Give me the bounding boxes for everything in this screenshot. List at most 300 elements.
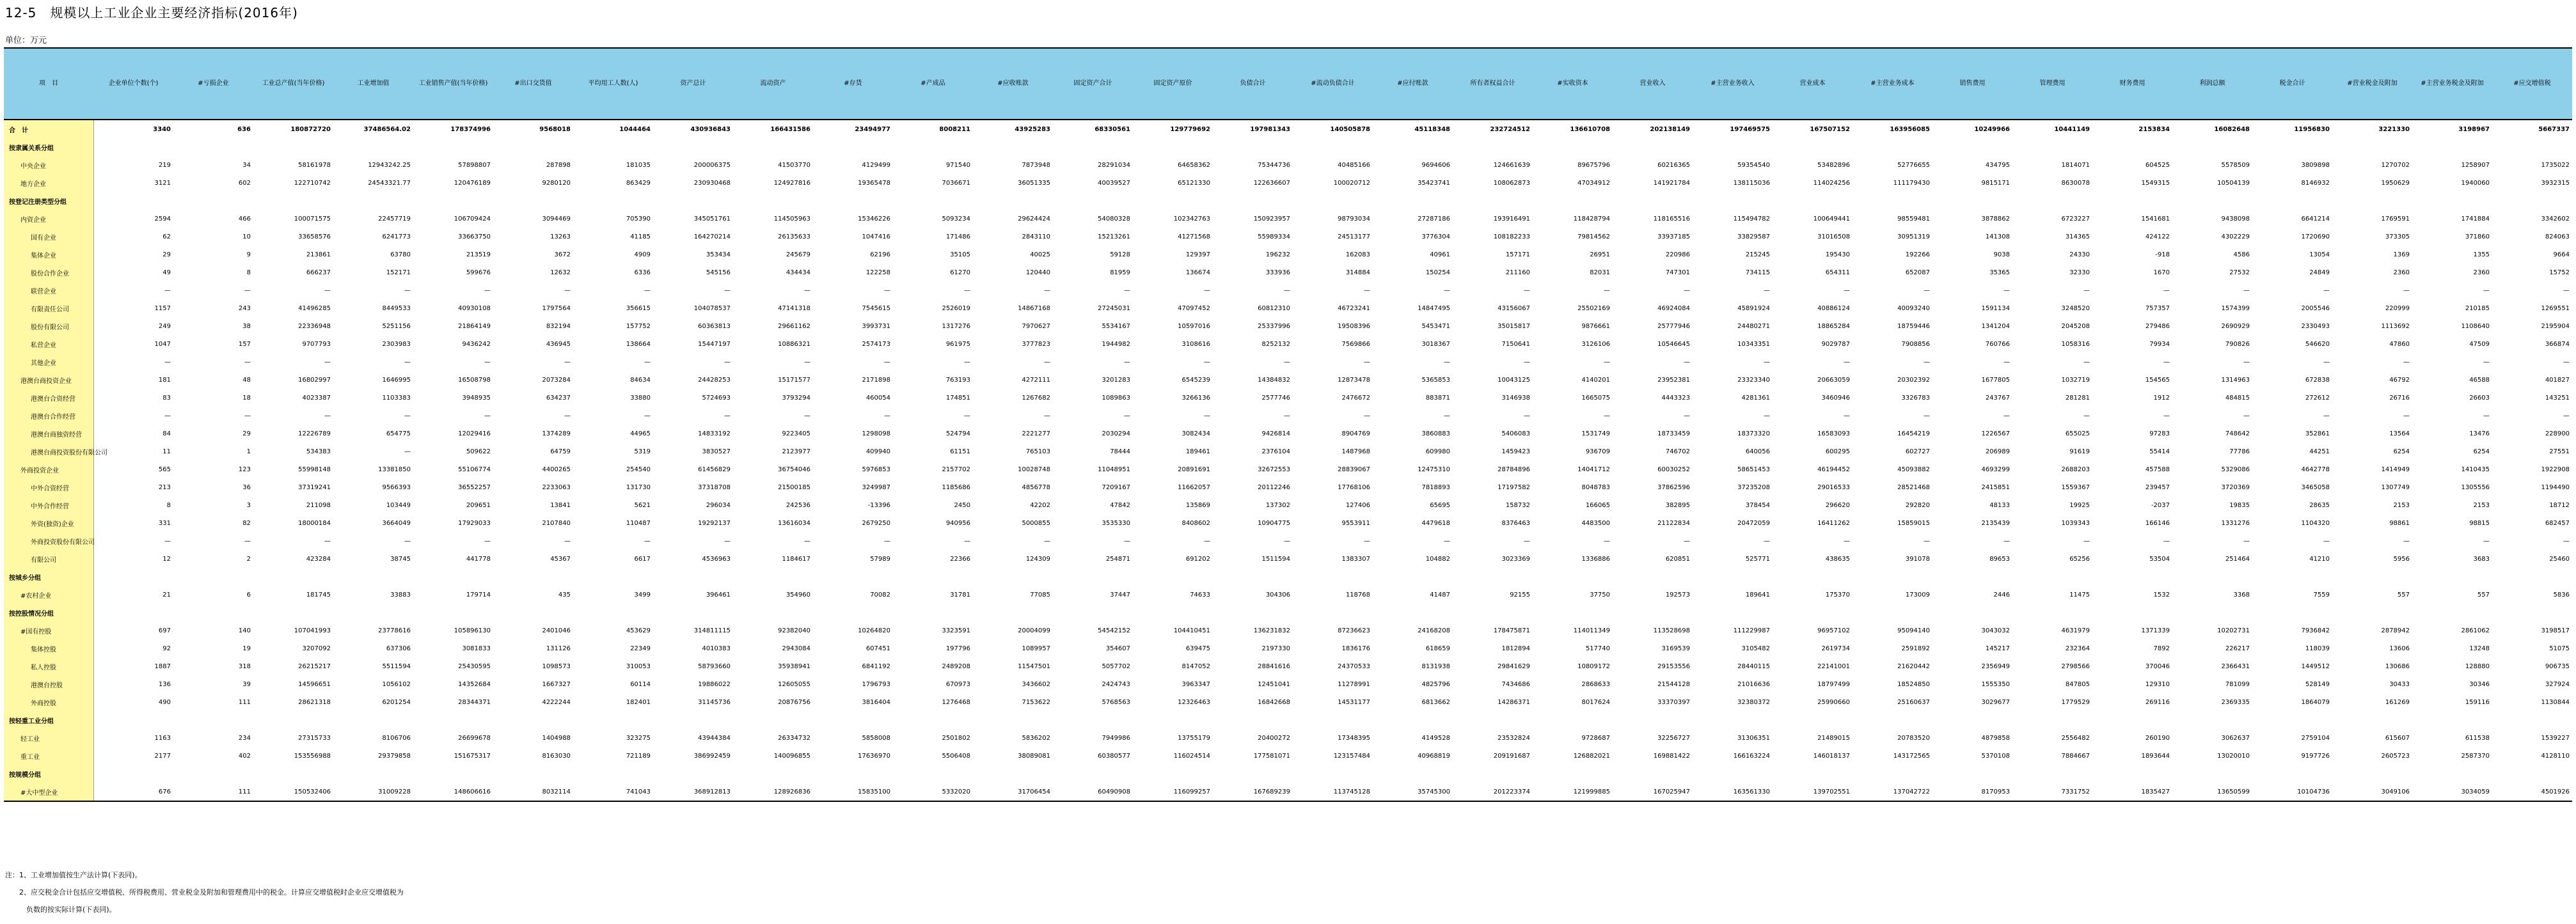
table-cell xyxy=(2092,192,2172,210)
table-cell: 670973 xyxy=(945,680,970,688)
table-cell xyxy=(253,711,333,729)
table-cell: 20400272 xyxy=(1258,734,1290,742)
table-cell: 441778 xyxy=(466,555,491,563)
table-cell: 13755179 xyxy=(1178,734,1210,742)
table-cell: 136674 xyxy=(1185,269,1210,276)
table-cell: 1836176 xyxy=(1341,645,1370,652)
table-cell: 91619 xyxy=(2069,448,2090,455)
table-cell: 378454 xyxy=(1745,501,1770,509)
table-cell xyxy=(1533,711,1613,729)
table-cell: 20302392 xyxy=(1897,376,1930,384)
table-cell: 1163 xyxy=(154,734,171,742)
table-cell: 209651 xyxy=(466,501,491,509)
table-cell: 1410435 xyxy=(2461,466,2490,473)
table-cell: — xyxy=(1604,286,1610,294)
table-cell: 847805 xyxy=(2065,680,2090,688)
table-cell: 29153556 xyxy=(1657,662,1690,670)
row-label: 按城乡分组 xyxy=(4,568,93,586)
column-header: 固定资产原价 xyxy=(1133,48,1213,120)
table-cell xyxy=(333,138,413,156)
table-cell: 123 xyxy=(238,466,251,473)
table-cell: 16842668 xyxy=(1258,698,1290,706)
table-cell: 211098 xyxy=(306,501,331,509)
table-cell: 26215217 xyxy=(298,662,331,670)
table-cell: 139702551 xyxy=(1773,783,1853,801)
table-cell: — xyxy=(2003,412,2010,419)
table-cell: 25337996 xyxy=(1258,322,1290,330)
table-cell: 2030294 xyxy=(1102,430,1130,437)
table-cell xyxy=(893,568,973,586)
table-cell: 3932315 xyxy=(2541,179,2570,187)
table-cell: 30346 xyxy=(2469,680,2490,688)
table-cell: — xyxy=(2483,358,2490,366)
table-cell: 7884667 xyxy=(2061,752,2090,760)
table-cell: — xyxy=(2323,286,2330,294)
table-cell xyxy=(893,138,973,156)
table-cell: — xyxy=(1524,358,1530,366)
row-label: 重工业 xyxy=(4,747,93,765)
table-cell: 517740 xyxy=(1585,645,1610,652)
table-cell: — xyxy=(1524,286,1530,294)
table-cell: 254540 xyxy=(626,466,651,473)
table-cell: 215245 xyxy=(1745,251,1770,258)
table-cell: 10904775 xyxy=(1258,519,1290,527)
table-cell: 16411262 xyxy=(1817,519,1850,527)
table-cell: 36754046 xyxy=(778,466,810,473)
table-cell: 31016508 xyxy=(1817,233,1850,240)
table-cell: 528149 xyxy=(2305,680,2330,688)
table-cell: 3121 xyxy=(154,179,171,187)
table-cell: 43944384 xyxy=(698,734,731,742)
table-cell: 863429 xyxy=(626,179,651,187)
row-label: 有限公司 xyxy=(4,550,93,568)
table-cell: 9664 xyxy=(2553,251,2570,258)
table-cell: 279486 xyxy=(2145,322,2170,330)
table-cell: 2679250 xyxy=(862,519,890,527)
table-cell: 27551 xyxy=(2549,448,2570,455)
table-cell: 2376104 xyxy=(1261,448,1290,455)
table-cell: 25502169 xyxy=(1577,304,1610,312)
table-cell: 82031 xyxy=(1590,269,1610,276)
table-cell: 20004099 xyxy=(1018,627,1050,634)
table-cell: 47141318 xyxy=(778,304,810,312)
table-cell xyxy=(973,192,1053,210)
table-cell: 34 xyxy=(242,161,251,169)
table-cell xyxy=(573,568,653,586)
table-cell: 10809172 xyxy=(1577,662,1610,670)
table-cell: 189641 xyxy=(1745,591,1770,599)
table-cell: 159116 xyxy=(2465,698,2490,706)
table-cell: 655025 xyxy=(2065,430,2090,437)
table-cell: 24330 xyxy=(2069,251,2090,258)
table-cell: 140505878 xyxy=(1330,125,1370,133)
table-cell: 2574173 xyxy=(862,340,890,348)
table-cell: — xyxy=(1364,537,1370,545)
table-cell: 98861 xyxy=(2389,519,2410,527)
table-cell xyxy=(333,568,413,586)
table-cell: — xyxy=(1604,537,1610,545)
table-cell: — xyxy=(2483,286,2490,294)
table-cell: 123157484 xyxy=(1333,752,1370,760)
table-cell: — xyxy=(724,537,731,545)
table-cell: 2861062 xyxy=(2461,627,2490,634)
table-cell: 9 xyxy=(246,251,251,258)
table-cell: 63780 xyxy=(390,251,411,258)
table-cell: 10504139 xyxy=(2217,179,2250,187)
table-row xyxy=(4,460,2572,478)
table-cell: 21 xyxy=(162,591,171,599)
table-cell: 131126 xyxy=(546,645,571,652)
table-cell: — xyxy=(1924,412,1930,419)
table-cell: 7331752 xyxy=(2012,783,2092,801)
table-cell: — xyxy=(2563,286,2570,294)
table-cell: 137042722 xyxy=(1853,783,1932,801)
table-cell: 103449 xyxy=(386,501,411,509)
row-label: 外商控股 xyxy=(4,693,93,711)
table-cell: — xyxy=(2163,412,2170,419)
table-cell: 197981343 xyxy=(1250,125,1290,133)
table-cell: 3249987 xyxy=(862,483,890,491)
table-cell: 61151 xyxy=(950,448,970,455)
table-cell: 40886124 xyxy=(1817,304,1850,312)
row-label: 按隶属关系分组 xyxy=(4,138,93,156)
table-cell: 31781 xyxy=(950,591,970,599)
table-cell: 209191687 xyxy=(1493,752,1530,760)
table-cell: 124661639 xyxy=(1493,161,1530,169)
table-cell: 114011349 xyxy=(1573,627,1610,634)
table-cell: 1531749 xyxy=(1581,430,1610,437)
table-cell: 9038 xyxy=(1993,251,2010,258)
table-cell: 196232 xyxy=(1265,251,1290,258)
table-cell: 84634 xyxy=(630,376,651,384)
table-cell: — xyxy=(644,358,651,366)
table-cell: 64658362 xyxy=(1178,161,1210,169)
table-cell: 602727 xyxy=(1905,448,1930,455)
table-cell: 14286371 xyxy=(1497,698,1530,706)
table-cell: 6336 xyxy=(634,269,651,276)
table-cell: — xyxy=(1284,412,1290,419)
table-row xyxy=(4,747,2572,765)
table-cell: 27315733 xyxy=(298,734,331,742)
table-cell: 1912 xyxy=(2153,394,2170,402)
table-cell: 138664 xyxy=(626,340,651,348)
table-cell: 3860883 xyxy=(1421,430,1450,437)
table-cell: 136 xyxy=(158,680,171,688)
table-cell: 121999885 xyxy=(1533,783,1613,801)
table-cell: 61270 xyxy=(950,269,970,276)
table-cell: 24370533 xyxy=(1338,662,1370,670)
table-cell: — xyxy=(1684,358,1690,366)
table-cell: 20472059 xyxy=(1737,519,1770,527)
table-cell: 1769591 xyxy=(2381,215,2410,223)
row-label: 联营企业 xyxy=(4,281,93,299)
table-cell: 602 xyxy=(238,179,251,187)
table-cell: — xyxy=(1044,537,1050,545)
table-cell: 35745300 xyxy=(1373,783,1453,801)
table-cell: 75344736 xyxy=(1258,161,1290,169)
table-cell: 220986 xyxy=(1665,251,1690,258)
table-cell: 1058316 xyxy=(2061,340,2090,348)
table-row xyxy=(4,389,2572,407)
table-cell: 1267682 xyxy=(1022,394,1050,402)
table-cell: 781099 xyxy=(2225,680,2250,688)
table-row xyxy=(4,317,2572,335)
table-cell: 48 xyxy=(242,376,251,384)
table-cell: 1371339 xyxy=(2141,627,2170,634)
table-cell: 14847495 xyxy=(1418,304,1450,312)
table-cell: 2303983 xyxy=(382,340,411,348)
table-cell xyxy=(813,604,893,622)
table-cell: 59128 xyxy=(1110,251,1130,258)
table-cell: — xyxy=(2483,412,2490,419)
table-cell: 12029416 xyxy=(458,430,491,437)
table-cell xyxy=(2172,192,2252,210)
table-cell: 55989334 xyxy=(1258,233,1290,240)
table-cell: 111 xyxy=(238,698,251,706)
table-cell xyxy=(1932,711,2012,729)
table-cell: 4693299 xyxy=(1981,466,2010,473)
table-cell: 136610708 xyxy=(1570,125,1610,133)
table-cell: 370046 xyxy=(2145,662,2170,670)
table-cell: 1130844 xyxy=(2541,698,2570,706)
table-cell: — xyxy=(1204,537,1210,545)
table-cell: 1056102 xyxy=(382,680,411,688)
table-cell: 81959 xyxy=(1110,269,1130,276)
table-cell: 84 xyxy=(162,430,171,437)
table-cell: 1814071 xyxy=(2061,161,2090,169)
table-cell: — xyxy=(564,412,571,419)
column-header: 营业成本 xyxy=(1773,48,1853,120)
table-cell xyxy=(1453,568,1533,586)
table-cell xyxy=(93,604,173,622)
table-cell xyxy=(2492,604,2572,622)
table-cell: 314811115 xyxy=(693,627,731,634)
table-cell: 883871 xyxy=(1425,394,1450,402)
table-cell xyxy=(1453,765,1533,783)
table-cell: 9876661 xyxy=(1581,322,1610,330)
table-cell: 157 xyxy=(238,340,251,348)
table-cell: — xyxy=(1524,412,1530,419)
table-cell: — xyxy=(804,537,810,545)
table-cell: — xyxy=(244,286,251,294)
table-header xyxy=(4,48,2572,120)
table-cell: 129779692 xyxy=(1170,125,1210,133)
table-cell: — xyxy=(404,358,411,366)
table-cell: 2476672 xyxy=(1341,394,1370,402)
table-cell: 15213261 xyxy=(1098,233,1130,240)
table-cell: 40485166 xyxy=(1338,161,1370,169)
table-cell: 195430 xyxy=(1825,251,1850,258)
table-cell xyxy=(1053,711,1133,729)
table-cell: 373305 xyxy=(2385,233,2410,240)
indicator-table xyxy=(4,47,2572,802)
table-cell: — xyxy=(2243,537,2250,545)
table-cell: 466 xyxy=(238,215,251,223)
table-cell xyxy=(253,568,333,586)
table-cell: — xyxy=(324,358,331,366)
table-cell: 114024256 xyxy=(1813,179,1850,187)
table-cell xyxy=(2332,604,2412,622)
table-cell: 8170953 xyxy=(1932,783,2012,801)
table-cell: 327924 xyxy=(2545,680,2570,688)
table-cell xyxy=(2252,192,2332,210)
table-cell: 126882021 xyxy=(1573,752,1610,760)
table-cell: 150254 xyxy=(1425,269,1450,276)
table-cell: 545156 xyxy=(706,269,731,276)
table-cell: 52776655 xyxy=(1897,161,1930,169)
table-cell: 46924084 xyxy=(1657,304,1690,312)
table-cell: 3034059 xyxy=(2412,783,2492,801)
table-cell: — xyxy=(164,286,171,294)
table-cell: 5976853 xyxy=(862,466,890,473)
table-body xyxy=(4,120,2572,801)
table-cell: 7970627 xyxy=(1022,322,1050,330)
table-cell: 35423741 xyxy=(1418,179,1450,187)
table-row xyxy=(4,407,2572,425)
row-label: 其他企业 xyxy=(4,353,93,371)
table-cell: — xyxy=(1364,286,1370,294)
table-cell: 20891691 xyxy=(1178,466,1210,473)
table-cell xyxy=(2332,765,2412,783)
table-cell xyxy=(1533,568,1613,586)
table-cell: 371860 xyxy=(2465,233,2490,240)
row-label: 股份合作企业 xyxy=(4,263,93,281)
table-cell: 2798566 xyxy=(2061,662,2090,670)
table-cell xyxy=(973,568,1053,586)
table-cell: — xyxy=(1124,286,1130,294)
table-cell: 7559 xyxy=(2313,591,2330,599)
table-cell: 1314963 xyxy=(2221,376,2250,384)
table-cell: 3672 xyxy=(554,251,571,258)
table-cell xyxy=(1213,192,1293,210)
row-label: 港澳台控股 xyxy=(4,675,93,693)
table-cell: 1950629 xyxy=(2381,179,2410,187)
table-cell: — xyxy=(1684,537,1690,545)
table-cell: 832194 xyxy=(546,322,571,330)
table-cell: — xyxy=(884,286,890,294)
table-cell: 763193 xyxy=(945,376,970,384)
table-cell: 7545615 xyxy=(862,304,890,312)
table-cell xyxy=(253,604,333,622)
table-cell xyxy=(1932,604,2012,622)
row-label: 外商投资企业 xyxy=(4,460,93,478)
table-cell: 243 xyxy=(238,304,251,312)
table-cell: 46792 xyxy=(2389,376,2410,384)
table-cell: — xyxy=(1284,358,1290,366)
table-cell: 9728687 xyxy=(1581,734,1610,742)
table-cell: 19365478 xyxy=(858,179,890,187)
table-cell: 65121330 xyxy=(1178,179,1210,187)
table-cell: 152171 xyxy=(386,269,411,276)
table-cell: 4023387 xyxy=(302,394,331,402)
table-cell: 11956830 xyxy=(2294,125,2330,133)
table-cell: 141308 xyxy=(1985,233,2010,240)
table-cell xyxy=(653,604,733,622)
table-cell: 120440 xyxy=(1025,269,1050,276)
table-cell: 35938941 xyxy=(778,662,810,670)
table-cell: 16802997 xyxy=(298,376,331,384)
table-cell: 3169539 xyxy=(1661,645,1690,652)
table-cell: 6617 xyxy=(634,555,651,563)
table-cell: 12605055 xyxy=(778,680,810,688)
table-cell xyxy=(1373,711,1453,729)
table-cell: 546620 xyxy=(2305,340,2330,348)
table-cell: 3777823 xyxy=(1022,340,1050,348)
table-cell xyxy=(973,138,1053,156)
table-cell: 18373320 xyxy=(1737,430,1770,437)
table-cell: 10 xyxy=(242,233,251,240)
table-cell: 201223374 xyxy=(1453,783,1533,801)
table-cell xyxy=(493,604,573,622)
table-cell: 525771 xyxy=(1745,555,1770,563)
table-cell: 2594 xyxy=(154,215,171,223)
table-cell: 28344371 xyxy=(458,698,491,706)
table-cell xyxy=(493,138,573,156)
table-cell: — xyxy=(964,358,970,366)
table-cell: 92155 xyxy=(1510,591,1530,599)
table-cell: 457588 xyxy=(2145,466,2170,473)
table-cell: 182401 xyxy=(626,698,651,706)
table-cell: 746702 xyxy=(1665,448,1690,455)
table-cell: 1226567 xyxy=(1981,430,2010,437)
table-cell: 60363813 xyxy=(698,322,731,330)
table-cell: 2501802 xyxy=(942,734,970,742)
table-cell: 600295 xyxy=(1825,448,1850,455)
table-cell xyxy=(1613,604,1693,622)
table-cell: 22349 xyxy=(630,645,651,652)
table-cell: — xyxy=(2083,537,2090,545)
table-cell: 4479618 xyxy=(1421,519,1450,527)
table-cell: — xyxy=(1844,358,1850,366)
table-cell: 15346226 xyxy=(858,215,890,223)
table-cell: 108062873 xyxy=(1493,179,1530,187)
table-cell: 296620 xyxy=(1825,501,1850,509)
table-cell xyxy=(93,568,173,586)
table-cell xyxy=(2092,765,2172,783)
table-cell: 4128110 xyxy=(2541,752,2570,760)
table-cell: 607451 xyxy=(865,645,890,652)
table-cell: — xyxy=(1844,286,1850,294)
table-cell: 401827 xyxy=(2545,376,2570,384)
table-cell: 19508396 xyxy=(1338,322,1370,330)
table-cell xyxy=(1133,192,1213,210)
table-cell xyxy=(1053,765,1133,783)
table-cell xyxy=(1693,192,1773,210)
table-cell: 143251 xyxy=(2545,394,2570,402)
table-cell: 366874 xyxy=(2545,340,2570,348)
table-cell: — xyxy=(1444,358,1450,366)
table-cell xyxy=(413,765,493,783)
table-cell: 10441149 xyxy=(2054,125,2090,133)
table-cell: — xyxy=(724,286,731,294)
table-cell: 43156067 xyxy=(1497,304,1530,312)
table-cell: 4129499 xyxy=(862,161,890,169)
table-cell: 26716 xyxy=(2389,394,2410,402)
table-cell: 2577746 xyxy=(1261,394,1290,402)
table-cell: 21544128 xyxy=(1657,680,1690,688)
table-row xyxy=(4,586,2572,604)
table-cell: 1355 xyxy=(2473,251,2490,258)
table-cell: 3720369 xyxy=(2221,483,2250,491)
table-cell xyxy=(2172,711,2252,729)
table-cell: 60216365 xyxy=(1657,161,1690,169)
table-cell: 2107840 xyxy=(542,519,571,527)
table-cell xyxy=(1453,192,1533,210)
table-cell: 21489015 xyxy=(1817,734,1850,742)
table-cell: 7908856 xyxy=(1901,340,1930,348)
table-cell: 135869 xyxy=(1185,501,1210,509)
row-label: 集体控股 xyxy=(4,639,93,657)
